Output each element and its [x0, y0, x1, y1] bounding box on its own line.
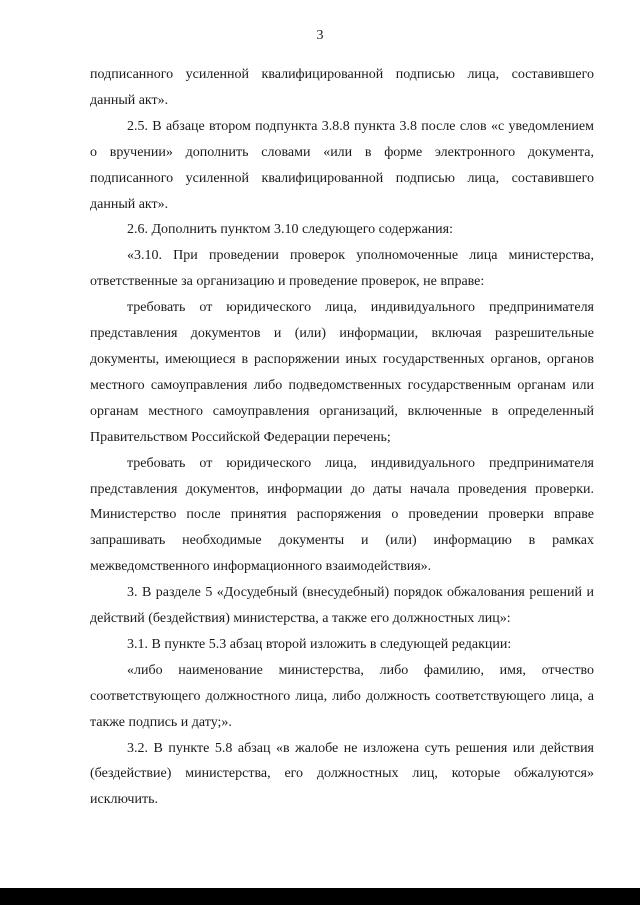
paragraph-3-1-text: «либо наименование министерства, либо фамилию, имя, отчество соответствующего должностного лица, либо должность соответствующего лица, а также подпись и дату;». — [90, 662, 594, 730]
page-number: 3 — [316, 28, 324, 43]
document-body — [90, 62, 594, 813]
paragraph-3: 3. В разделе 5 «Досудебный (внесудебный) порядок обжалования решений и действий (бездействия) министерства, а также его должностных лиц»: — [90, 585, 594, 627]
paragraph-2-5: 2.5. В абзаце втором подпункта 3.8.8 пункта 3.8 после слов «с уведомлением о вручении» дополнить словами «или в форме электронного документа, подписанного усиленной квалифицированной подписью лица, составившего данный акт». — [90, 118, 594, 212]
paragraph-2-6: 2.6. Дополнить пунктом 3.10 следующего содержания: — [127, 222, 454, 238]
paragraph-requirement-1: требовать от юридического лица, индивидуального предпринимателя представления документов и (или) информации, включая разрешительные документы, имеющиеся в распоряжении иных государственных органов, органов местного самоуправления либо подведомственных государственным органам или органам местного самоуправления организаций, включенные в определенный Правительством Российской Федерации перечень; — [90, 300, 594, 445]
paragraph-3-1: 3.1. В пункте 5.3 абзац второй изложить в следующей редакции: — [127, 636, 512, 652]
scan-edge-bar — [0, 888, 640, 905]
paragraph-continuation: подписанного усиленной квалифицированной подписью лица, составившего данный акт». — [90, 67, 594, 108]
paragraph-3-10: «3.10. При проведении проверок уполномоченные лица министерства, ответственные за организацию и проведение проверок, не вправе: — [90, 248, 594, 290]
paragraph-3-2: 3.2. В пункте 5.8 абзац «в жалобе не изложена суть решения или действия (бездействие) министерства, его должностных лиц, которые обжалуются» исключить. — [90, 740, 594, 808]
paragraph-requirement-2: требовать от юридического лица, индивидуального предпринимателя представления документов, информации до даты начала проведения проверки. Министерство после принятия распоряжения о проведении проверки вправе запрашивать необходимые документы и (или) информацию в рамках межведомственного информационного взаимодействия». — [90, 455, 594, 575]
